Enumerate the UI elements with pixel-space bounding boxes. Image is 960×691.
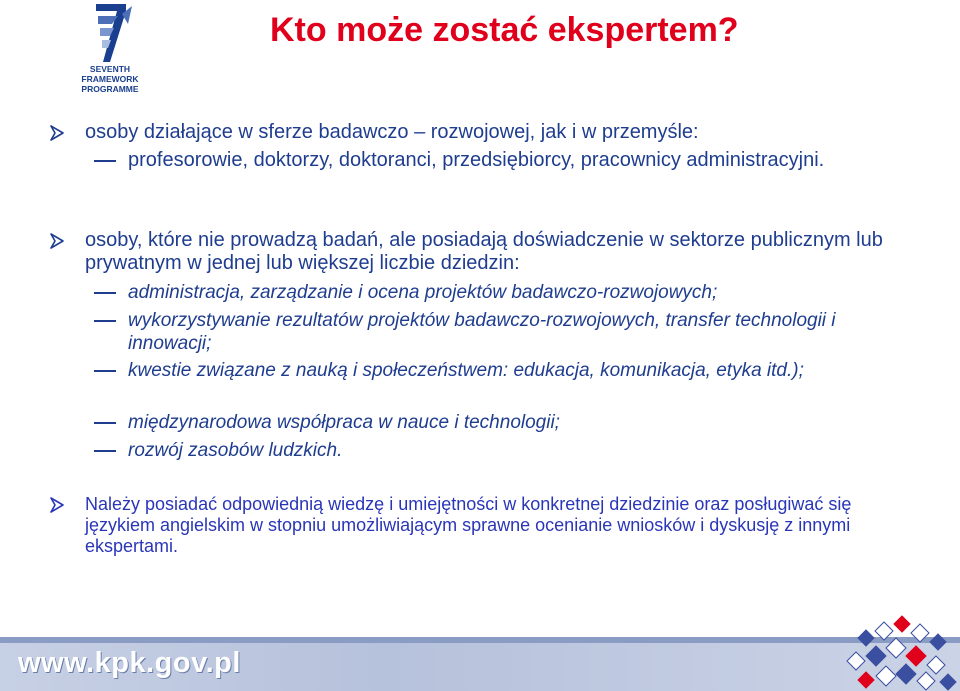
bullet-text: Należy posiadać odpowiednią wiedzę i umiejętności w konkretnej dziedzinie oraz posługiwać się językiem angielskim w stopniu umożliwiającym sprawne ocenianie wniosków i dyskusję z innymi ekspertami. bbox=[85, 494, 852, 556]
footer-url[interactable]: www.kpk.gov.pl bbox=[18, 647, 241, 679]
arrow-bullet-icon bbox=[48, 124, 66, 142]
sub-item: profesorowie, doktorzy, doktoranci, przedsiębiorcy, pracownicy administracyjni. bbox=[128, 149, 825, 171]
dash-icon bbox=[94, 370, 116, 372]
dash-icon bbox=[94, 422, 116, 424]
arrow-bullet-icon bbox=[48, 232, 66, 250]
dash-icon bbox=[94, 320, 116, 322]
sub-item: rozwój zasobów ludzkich. bbox=[128, 440, 343, 461]
logo-caption: SEVENTH FRAMEWORK PROGRAMME bbox=[81, 64, 139, 94]
sub-item: wykorzystywanie rezultatów projektów badawczo-rozwojowych, transfer technologii i innowacji; bbox=[128, 310, 836, 354]
dash-icon bbox=[94, 160, 116, 162]
footer-strip bbox=[0, 637, 960, 643]
page-title: Kto może zostać ekspertem? bbox=[270, 11, 739, 49]
dash-icon bbox=[94, 450, 116, 452]
dash-icon bbox=[94, 292, 116, 294]
sub-item: kwestie związane z nauką i społeczeństwem: edukacja, komunikacja, etyka itd.); bbox=[128, 360, 804, 381]
arrow-bullet-icon bbox=[48, 496, 66, 514]
bullet-text: osoby, które nie prowadzą badań, ale posiadają doświadczenie w sektorze publicznym lub prywatnym w jednej lub większej liczbie dziedzin: bbox=[85, 229, 883, 274]
sub-item: międzynarodowa współpraca w nauce i technologii; bbox=[128, 412, 560, 433]
sub-item: administracja, zarządzanie i ocena projektów badawczo-rozwojowych; bbox=[128, 282, 718, 303]
kpk-logo-icon bbox=[826, 612, 960, 691]
bullet-text: osoby działające w sferze badawczo – rozwojowej, jak i w przemyśle: bbox=[85, 121, 699, 143]
